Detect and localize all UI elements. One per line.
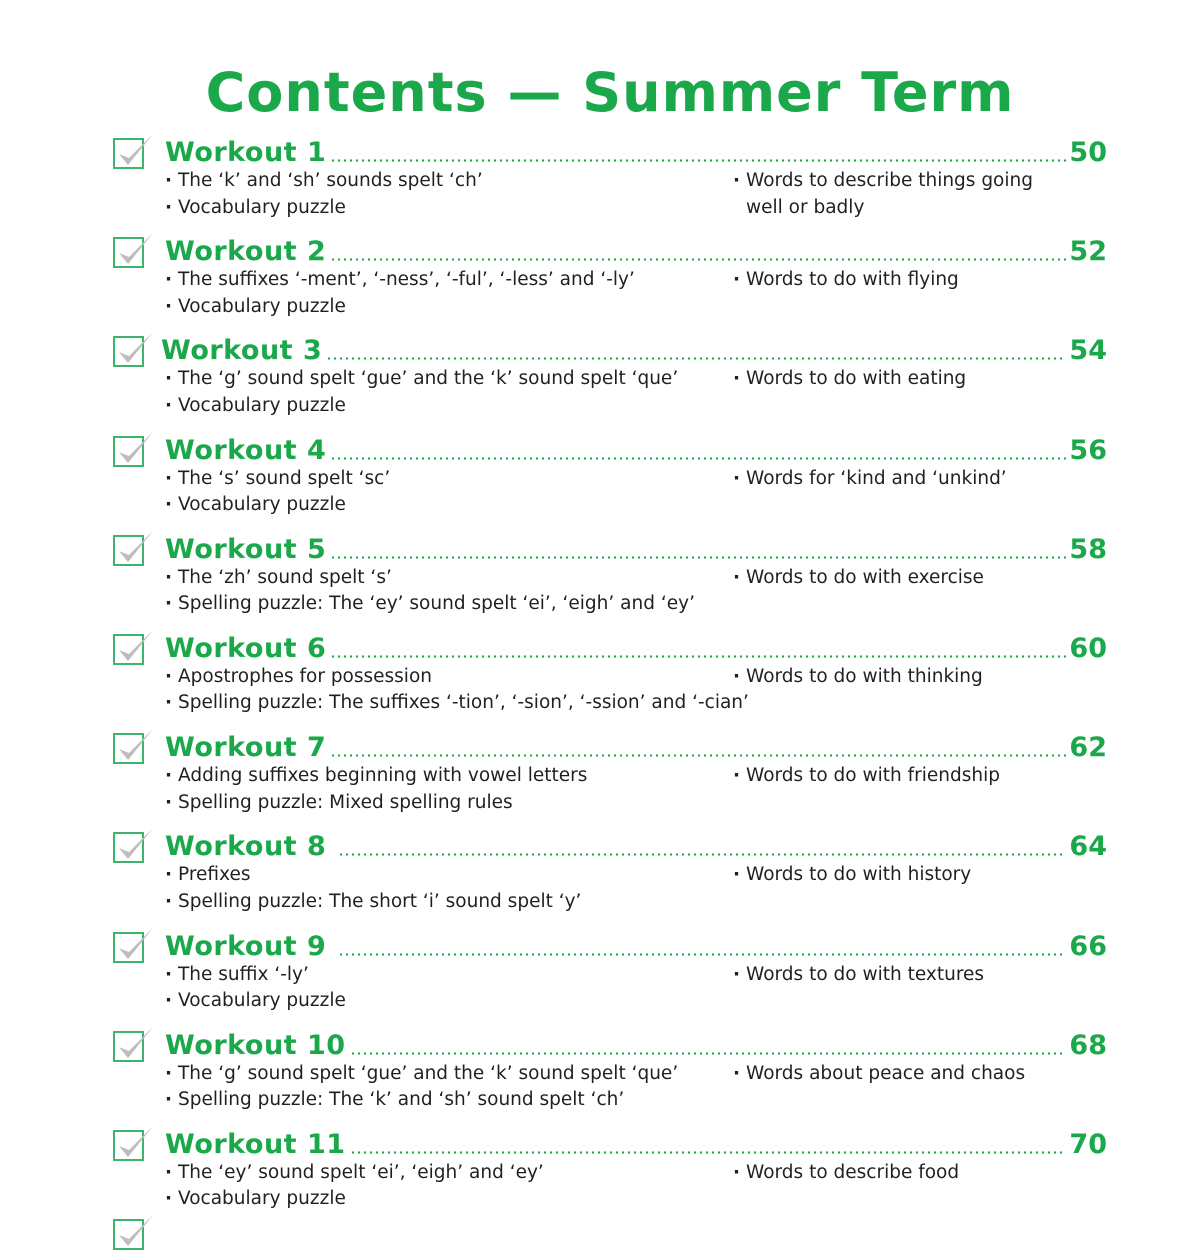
workout-heading: Workout 5 [165, 533, 327, 565]
contents-entry-workout-9 [0, 924, 1200, 1023]
workout-heading: Workout 10 [165, 1029, 346, 1061]
topic-list-left [165, 1160, 725, 1213]
entry-heading-row[interactable] [165, 928, 1107, 964]
checkmark-icon [113, 231, 157, 271]
topic-item: · Spelling puzzle: The ‘k’ and ‘sh’ sound spelt ‘ch’ [165, 1087, 725, 1114]
topic-item: · Words to do with eating [733, 366, 1053, 393]
topic-list-left [165, 168, 725, 221]
workout-heading: Workout 8 [165, 831, 327, 863]
page-number: 58 [1069, 533, 1107, 565]
contents-entry-workout-2 [0, 229, 1200, 328]
workout-heading: Workout 11 [165, 1128, 346, 1160]
topic-list-right [733, 1160, 1053, 1187]
checkbox-checked-icon[interactable] [113, 1130, 144, 1161]
entry-heading-row[interactable] [165, 630, 1107, 666]
topic-item: · Vocabulary puzzle [165, 294, 725, 321]
dotted-leader [338, 953, 1066, 956]
checkbox-checked-icon[interactable] [113, 1031, 144, 1062]
topic-item: · Prefixes [165, 862, 725, 889]
contents-entry-workout-7 [0, 725, 1200, 824]
topic-item: · Spelling puzzle: Mixed spelling rules [165, 790, 725, 817]
topic-item: · Apostrophes for possession [165, 664, 725, 691]
topic-list-right [733, 168, 1053, 221]
page-number: 54 [1069, 335, 1107, 367]
entry-heading-row[interactable] [165, 233, 1107, 269]
entry-heading-row[interactable] [165, 1027, 1107, 1063]
entry-heading-row[interactable] [161, 332, 1107, 368]
topic-item: · The ‘g’ sound spelt ‘gue’ and the ‘k’ sound spelt ‘que’ [165, 1061, 725, 1088]
dotted-leader [330, 457, 1066, 460]
topic-item: · The ‘s’ sound spelt ‘sc’ [165, 466, 725, 493]
checkbox-checked-icon[interactable] [113, 436, 144, 467]
topic-list-left [165, 267, 725, 320]
page-number: 66 [1069, 930, 1107, 962]
checkmark-icon [113, 1124, 157, 1164]
entry-heading-row[interactable] [165, 432, 1107, 468]
topic-item: · The ‘k’ and ‘sh’ sounds spelt ‘ch’ [165, 168, 725, 195]
topic-item: · Words to do with thinking [733, 664, 1053, 691]
checkmark-icon [113, 132, 157, 172]
topic-list-right [733, 664, 1053, 691]
checkmark-icon [113, 430, 157, 470]
checkmark-icon [113, 330, 157, 370]
topic-item: · Vocabulary puzzle [165, 1186, 725, 1213]
entry-heading-row[interactable] [165, 1126, 1107, 1162]
page-title: Contents — Summer Term [205, 61, 1015, 124]
workout-heading: Workout 4 [165, 434, 327, 466]
workout-heading: Workout 7 [165, 732, 327, 764]
topic-list-right [733, 962, 1053, 989]
topic-item: · Words to do with history [733, 862, 1053, 889]
topic-list-left [165, 862, 725, 915]
workout-heading: Workout 9 [165, 930, 327, 962]
topic-item: · Vocabulary puzzle [165, 195, 725, 222]
contents-entry-workout-8 [0, 824, 1200, 923]
dotted-leader [338, 853, 1066, 856]
checkmark-icon [113, 727, 157, 767]
contents-list [0, 130, 1200, 1221]
topic-list-left [165, 962, 725, 1015]
contents-entry-workout-1 [0, 130, 1200, 229]
page-number: 68 [1069, 1029, 1107, 1061]
topic-item: · Words to describe things going well or badly [733, 168, 1046, 221]
topic-item: · Words to do with textures [733, 962, 1053, 989]
checkmark-icon [113, 1025, 157, 1065]
topic-list-left [165, 1061, 725, 1114]
topic-item: · The suffixes ‘-ment’, ‘-ness’, ‘-ful’, ‘-less’ and ‘-ly’ [165, 267, 725, 294]
checkmark-icon [113, 826, 157, 866]
topic-item: · The ‘ey’ sound spelt ‘ei’, ‘eigh’ and ‘ey’ [165, 1160, 725, 1187]
entry-heading-row[interactable] [165, 134, 1107, 170]
topic-item: · Words for ‘kind and ‘unkind’ [733, 466, 1053, 493]
checkbox-checked-icon[interactable] [113, 733, 144, 764]
topic-item: · The ‘g’ sound spelt ‘gue’ and the ‘k’ sound spelt ‘que’ [165, 366, 725, 393]
contents-entry-workout-6 [0, 626, 1200, 725]
checkbox-checked-icon[interactable] [113, 932, 144, 963]
topic-list-right [733, 1061, 1053, 1088]
topic-item: · Vocabulary puzzle [165, 988, 725, 1015]
topic-item: · Adding suffixes beginning with vowel letters [165, 763, 725, 790]
topic-item: · Spelling puzzle: The short ‘i’ sound spelt ‘y’ [165, 889, 725, 916]
topic-list-left [165, 664, 749, 717]
page-number: 60 [1069, 632, 1107, 664]
topic-item: · The suffix ‘-ly’ [165, 962, 725, 989]
topic-item: · The ‘zh’ sound spelt ‘s’ [165, 565, 725, 592]
contents-entry-workout-3 [0, 328, 1200, 427]
checkmark-icon [113, 1213, 157, 1253]
topic-list-left [165, 763, 725, 816]
page-number: 52 [1069, 236, 1107, 268]
page-number: 56 [1069, 434, 1107, 466]
dotted-leader [350, 1052, 1067, 1055]
topic-list-right [733, 763, 1053, 790]
topic-list-right [733, 366, 1053, 393]
topic-list-right [733, 267, 1053, 294]
checkmark-icon [113, 926, 157, 966]
dotted-leader [330, 159, 1066, 162]
checkbox-checked-icon[interactable] [113, 336, 144, 367]
dotted-leader [330, 556, 1066, 559]
topic-list-right [733, 565, 1053, 592]
entry-heading-row[interactable] [165, 828, 1107, 864]
checkbox-checked-icon[interactable] [113, 634, 144, 665]
topic-item: · Words to do with exercise [733, 565, 1053, 592]
dotted-leader [326, 357, 1066, 360]
contents-entry-workout-4 [0, 428, 1200, 527]
checkbox-checked-icon[interactable] [113, 832, 144, 863]
page-number: 50 [1069, 137, 1107, 168]
checkbox-checked-icon[interactable] [113, 1219, 144, 1250]
entry-heading-row[interactable] [165, 729, 1107, 765]
topic-item: · Vocabulary puzzle [165, 492, 725, 519]
topic-list-right [733, 466, 1053, 493]
checkmark-icon [113, 628, 157, 668]
topic-list-left [165, 466, 725, 519]
checkbox-checked-icon[interactable] [113, 138, 144, 169]
dotted-leader [330, 754, 1066, 757]
topic-item: · Spelling puzzle: The ‘ey’ sound spelt ‘ei’, ‘eigh’ and ‘ey’ [165, 591, 725, 618]
topic-list-right [733, 862, 1053, 889]
topic-item: · Vocabulary puzzle [165, 393, 725, 420]
dotted-leader [330, 258, 1066, 261]
contents-entry-workout-10 [0, 1023, 1200, 1122]
page-number: 70 [1069, 1128, 1107, 1160]
workout-heading: Workout 2 [165, 236, 327, 268]
entry-heading-row[interactable] [165, 531, 1107, 567]
workout-heading: Workout 3 [161, 335, 323, 367]
dotted-leader [330, 655, 1066, 658]
topic-list-left [165, 565, 725, 618]
dotted-leader [350, 1151, 1067, 1154]
checkbox-checked-icon[interactable] [113, 237, 144, 268]
contents-entry-workout-5 [0, 527, 1200, 626]
topic-item: · Words about peace and chaos [733, 1061, 1053, 1088]
checkbox-checked-icon[interactable] [113, 535, 144, 566]
page-number: 62 [1069, 732, 1107, 764]
page-number: 64 [1069, 831, 1107, 863]
topic-item: · Words to describe food [733, 1160, 1053, 1187]
topic-list-left [165, 366, 725, 419]
checkmark-icon [113, 529, 157, 569]
topic-item: · Words to do with friendship [733, 763, 1053, 790]
workout-heading: Workout 6 [165, 632, 327, 664]
topic-item: · Words to do with flying [733, 267, 1053, 294]
workout-heading: Workout 1 [165, 137, 327, 168]
contents-entry-workout-11 [0, 1122, 1200, 1221]
topic-item: · Spelling puzzle: The suffixes ‘-tion’, ‘-sion’, ‘-ssion’ and ‘-cian’ [165, 690, 725, 717]
